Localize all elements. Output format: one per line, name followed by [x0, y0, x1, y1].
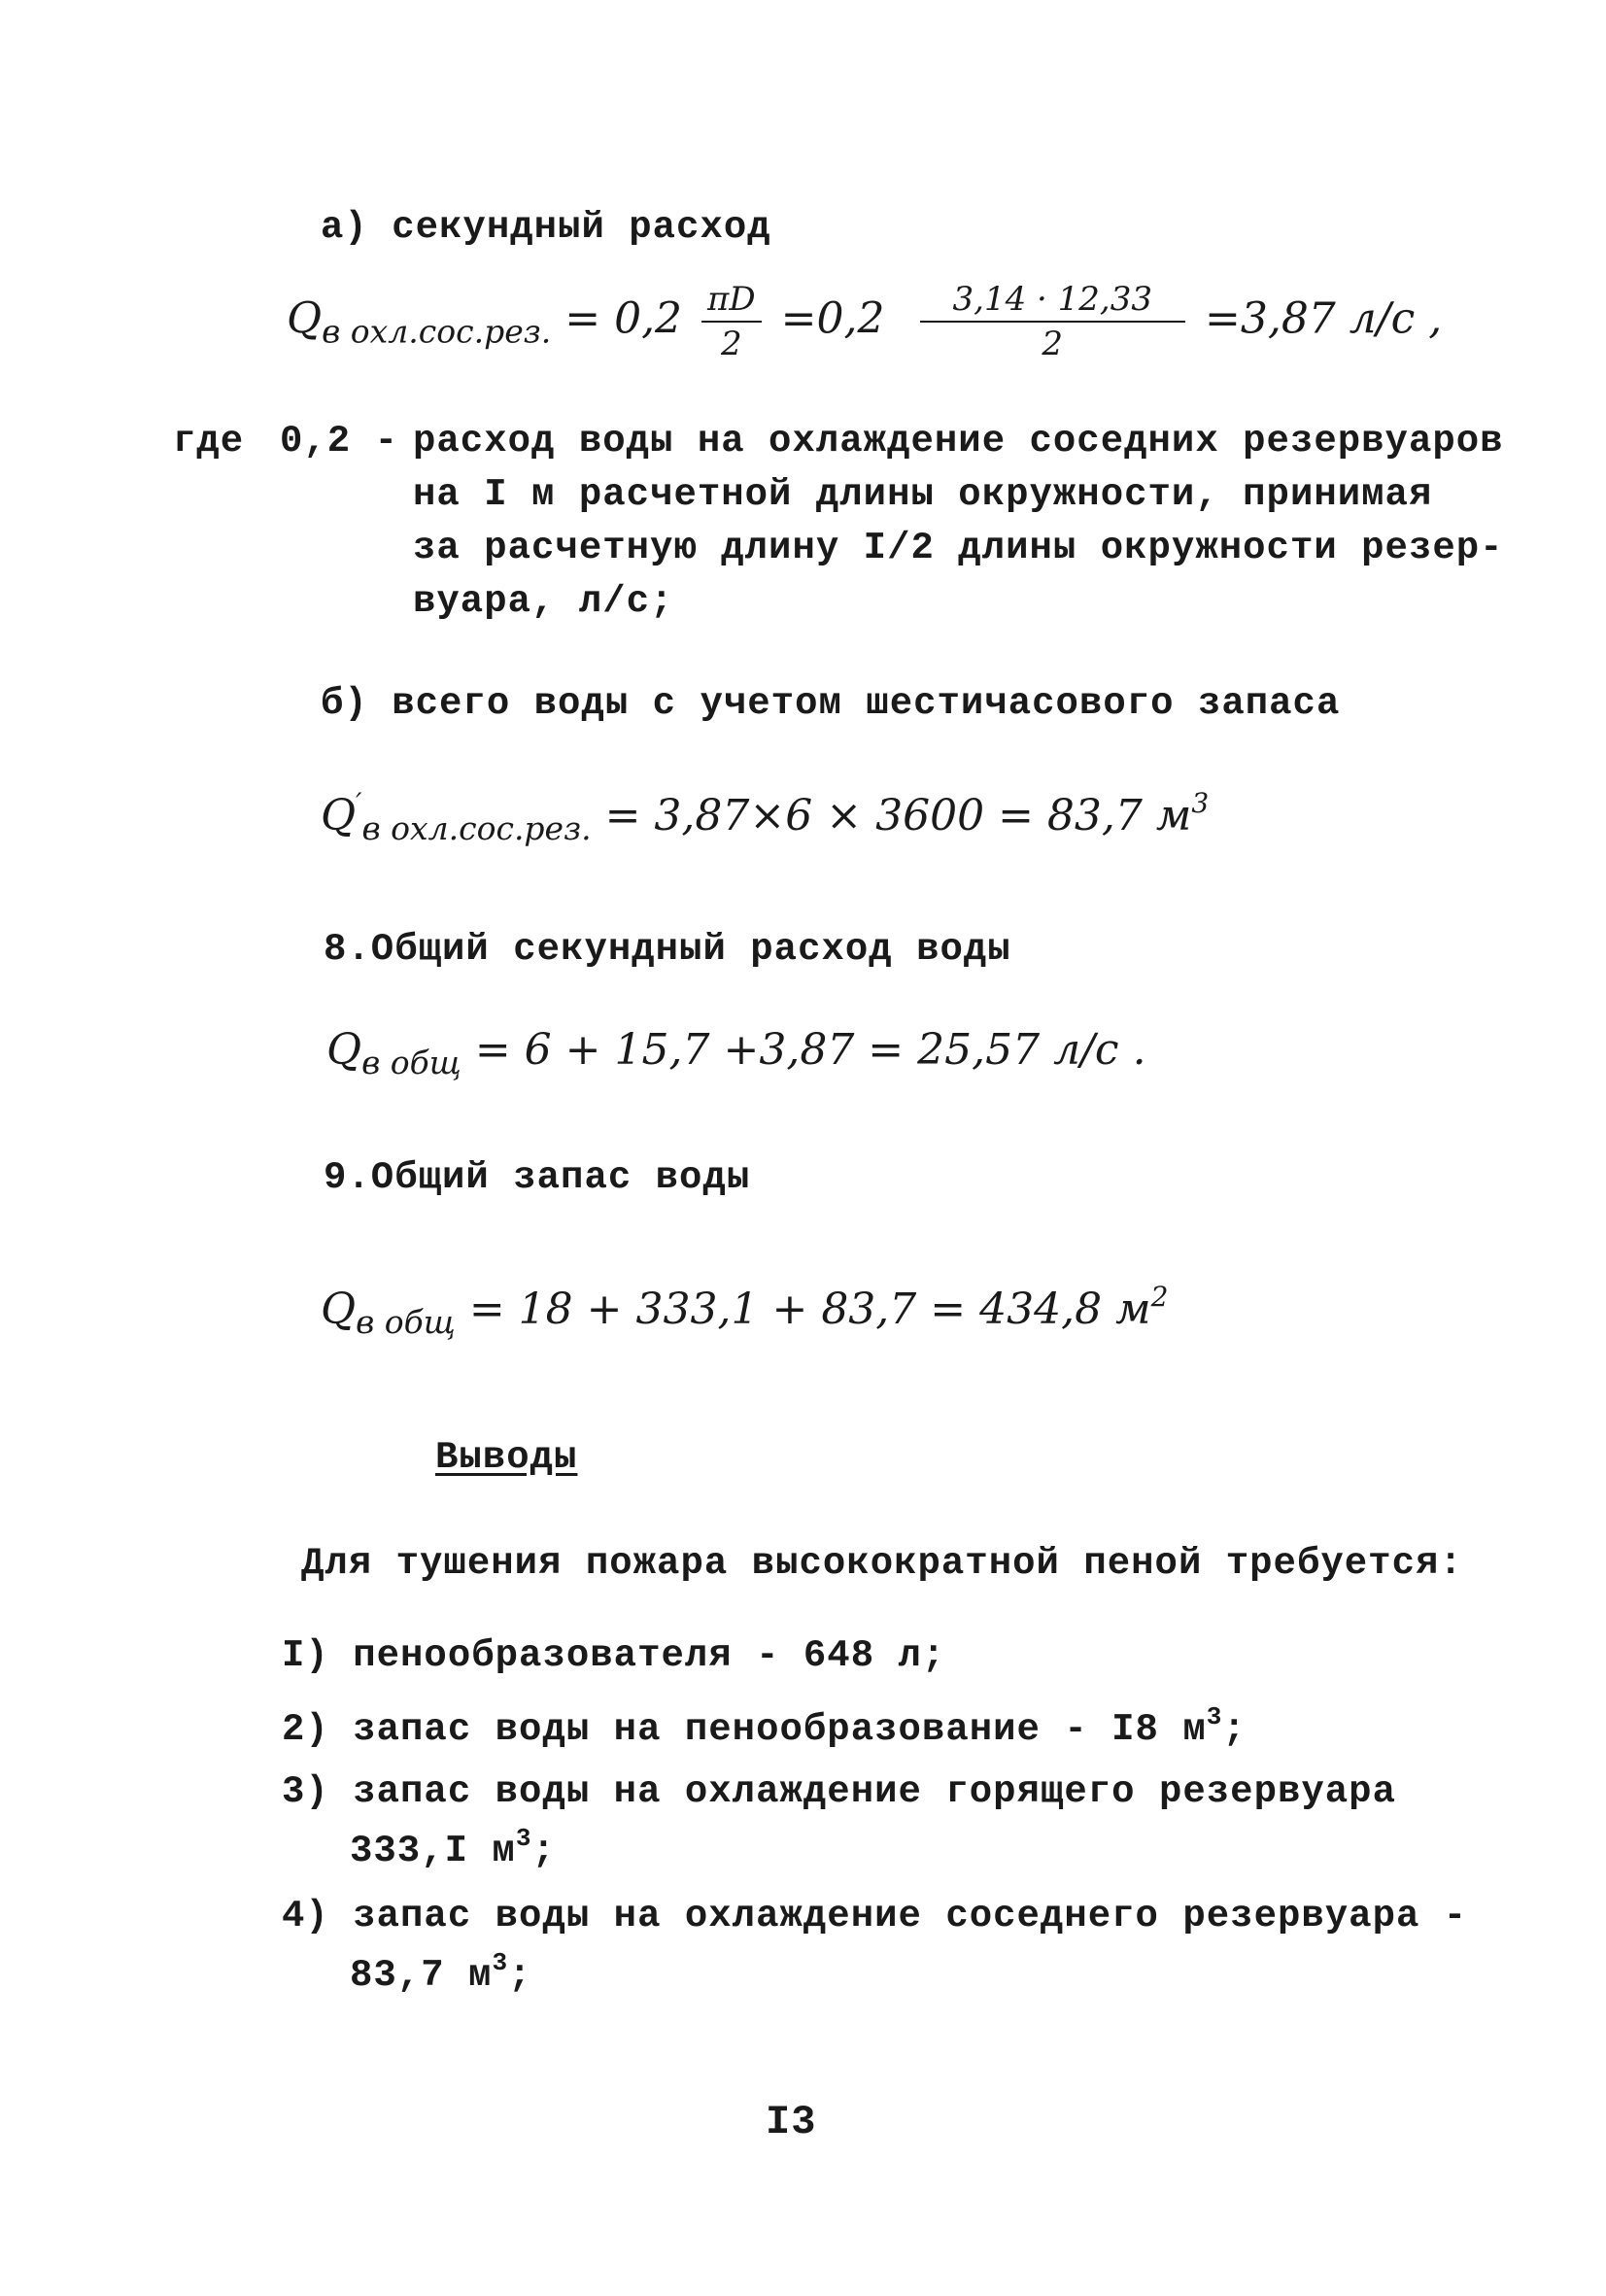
conclusion-item-1: [282, 1634, 945, 1677]
section-a-label: а) секундный расход: [321, 206, 771, 249]
formula-q-symbol: Q: [326, 1025, 362, 1075]
item-number: 4): [282, 1895, 329, 1937]
where-line-1: расход воды на охлаждение соседних резервуаров: [413, 420, 1504, 463]
formula-prime: ′: [356, 787, 362, 819]
formula-subscript: в охл.сос.рез.: [322, 312, 552, 351]
formula-eq-1: = 0,2: [564, 293, 683, 344]
item-tail: ;: [531, 1830, 556, 1872]
item-text: запас воды на охлаждение соседнего резервуара -: [353, 1895, 1468, 1937]
fraction-denominator: 2: [721, 325, 742, 363]
where-coefficient: 0,2 -: [280, 420, 399, 463]
where-line-4: вуара, л/с;: [413, 580, 674, 623]
formula-superscript: 2: [1150, 1281, 1169, 1313]
formula-q-symbol: Q: [321, 1285, 357, 1334]
formula-eq-2: =0,2: [780, 293, 885, 344]
section-b-label: б) всего воды с учетом шестичасового запаса: [321, 682, 1341, 725]
item-superscript: 3: [515, 1824, 532, 1853]
item-number: 2): [282, 1708, 329, 1751]
item-superscript: 3: [1206, 1702, 1223, 1731]
formula-cooling-rate: [287, 280, 1442, 363]
conclusion-item-3: [282, 1770, 1396, 1813]
fraction-numerator: πD: [701, 280, 762, 323]
item-number: I): [282, 1634, 329, 1677]
where-word: где: [173, 420, 245, 463]
fraction-numerator: 3,14 · 12,33: [920, 280, 1185, 323]
formula-superscript: 3: [1191, 787, 1210, 819]
formula-total-cooling: [321, 787, 1209, 847]
formula-subscript: в охл.сос.рез.: [361, 809, 592, 847]
item-text: запас воды на охлаждение горящего резервуара: [353, 1770, 1396, 1813]
formula-total-rate: [326, 1025, 1146, 1081]
formula-subscript: в общ: [361, 1044, 461, 1081]
where-line-3: за расчетную длину I/2 длины окружности резер-: [413, 527, 1504, 569]
formula-total-reserve: [321, 1281, 1168, 1341]
fraction-denominator: 2: [1042, 325, 1064, 363]
item-text: 333,I м: [350, 1830, 516, 1872]
conclusions-heading: Выводы: [435, 1436, 578, 1479]
conclusion-item-3-continuation: [350, 1824, 556, 1872]
formula-rhs: = 6 + 15,7 +3,87 = 25,57 л/с .: [474, 1025, 1146, 1075]
item-number: 3): [282, 1770, 329, 1813]
formula-rhs: = 18 + 333,1 + 83,7 = 434,8 м: [468, 1285, 1151, 1334]
formula-subscript: в общ: [356, 1303, 456, 1341]
conclusions-intro: Для тушения пожара высокократной пеной требуется:: [301, 1542, 1463, 1585]
item-text: запас воды на пенообразование - I8 м: [353, 1708, 1207, 1751]
formula-q-symbol: Q: [287, 293, 323, 344]
conclusion-item-4-continuation: [350, 1948, 531, 1997]
formula-q-symbol: Q: [321, 791, 357, 840]
item-8-label: 8.Общий секундный расход воды: [324, 928, 1011, 971]
page-number: I3: [766, 2099, 817, 2145]
conclusion-item-4: [282, 1895, 1467, 1937]
fraction-pi-d: [701, 280, 762, 363]
fraction-values: [920, 280, 1185, 363]
formula-rhs: = 3,87×6 × 3600 = 83,7 м: [604, 791, 1192, 840]
where-line-2: на I м расчетной длины окружности, принимая: [413, 473, 1433, 516]
item-tail: ;: [1222, 1708, 1247, 1751]
item-text: пенообразователя - 648 л;: [353, 1634, 946, 1677]
item-text: 83,7 м: [350, 1954, 493, 1997]
item-tail: ;: [508, 1954, 532, 1997]
item-superscript: 3: [492, 1948, 509, 1977]
formula-result: =3,87 л/с ,: [1204, 293, 1443, 344]
item-9-label: 9.Общий запас воды: [324, 1156, 751, 1199]
conclusion-item-2: [282, 1702, 1247, 1751]
